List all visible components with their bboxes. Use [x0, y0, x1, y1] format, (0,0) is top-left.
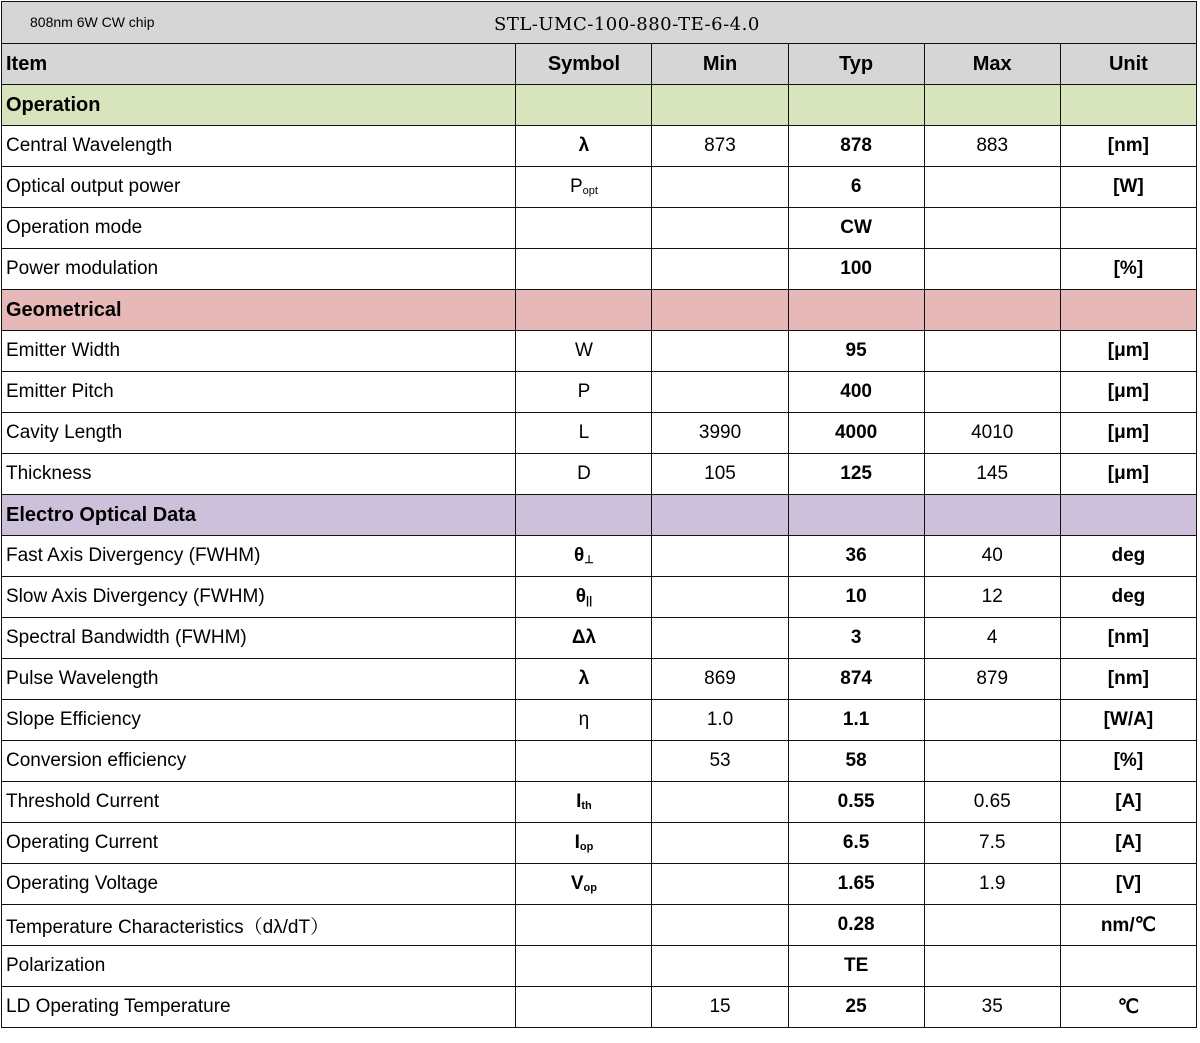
row-unit-value: [nm] — [1060, 659, 1196, 700]
table-row — [2, 946, 1197, 987]
row-typ-value: 0.55 — [788, 782, 924, 823]
row-typ-value: 4000 — [788, 413, 924, 454]
table-row — [2, 905, 1197, 946]
section-title: Operation — [2, 85, 516, 126]
table-row — [2, 659, 1197, 700]
row-unit-value — [1060, 946, 1196, 987]
row-item-label: Polarization — [2, 946, 516, 987]
row-symbol — [516, 864, 652, 905]
row-max-value: 12 — [924, 577, 1060, 618]
row-unit-value: [μm] — [1060, 331, 1196, 372]
specification-table — [1, 1, 1197, 1028]
row-unit-value: [A] — [1060, 782, 1196, 823]
row-item-label: Temperature Characteristics（dλ/dT） — [2, 905, 516, 946]
row-item-label: Cavity Length — [2, 413, 516, 454]
row-typ-value: 6.5 — [788, 823, 924, 864]
row-symbol — [516, 167, 652, 208]
symbol-main: W — [574, 340, 593, 361]
row-item-label: Spectral Bandwidth (FWHM) — [2, 618, 516, 659]
row-max-value: 879 — [924, 659, 1060, 700]
table-row — [2, 741, 1197, 782]
row-min-value — [652, 946, 788, 987]
row-min-value: 15 — [652, 987, 788, 1028]
row-typ-value: 58 — [788, 741, 924, 782]
header-unit: Unit — [1060, 44, 1196, 85]
row-item-label: Operation mode — [2, 208, 516, 249]
row-item-label: Slope Efficiency — [2, 700, 516, 741]
row-max-value — [924, 700, 1060, 741]
row-min-value — [652, 249, 788, 290]
symbol-subscript: op — [579, 841, 594, 853]
row-max-value — [924, 167, 1060, 208]
row-max-value — [924, 372, 1060, 413]
header-max: Max — [924, 44, 1060, 85]
row-typ-value: 1.65 — [788, 864, 924, 905]
symbol-main: V — [570, 873, 584, 894]
row-symbol — [516, 331, 652, 372]
row-unit-value: nm/℃ — [1060, 905, 1196, 946]
row-typ-value: 874 — [788, 659, 924, 700]
row-min-value — [652, 823, 788, 864]
row-max-value: 1.9 — [924, 864, 1060, 905]
symbol-main: L — [578, 422, 590, 443]
row-typ-value: 100 — [788, 249, 924, 290]
row-unit-value: [μm] — [1060, 454, 1196, 495]
header-typ: Typ — [788, 44, 924, 85]
table-row — [2, 167, 1197, 208]
row-unit-value: [μm] — [1060, 372, 1196, 413]
header-min: Min — [652, 44, 788, 85]
table-row — [2, 536, 1197, 577]
chip-description: 808nm 6W CW chip — [30, 14, 155, 30]
row-unit-value: [V] — [1060, 864, 1196, 905]
row-min-value — [652, 167, 788, 208]
symbol-main: θ — [574, 545, 585, 566]
row-symbol — [516, 249, 652, 290]
table-row — [2, 700, 1197, 741]
row-symbol — [516, 372, 652, 413]
row-min-value: 1.0 — [652, 700, 788, 741]
symbol-main: I — [574, 832, 580, 853]
row-unit-value — [1060, 208, 1196, 249]
symbol-main: λ — [578, 135, 590, 156]
row-typ-value: 95 — [788, 331, 924, 372]
symbol-subscript: th — [581, 800, 592, 812]
row-symbol — [516, 782, 652, 823]
row-symbol — [516, 659, 652, 700]
table-row — [2, 331, 1197, 372]
row-symbol — [516, 700, 652, 741]
symbol-main: P — [577, 381, 591, 402]
row-symbol — [516, 987, 652, 1028]
row-item-label: Power modulation — [2, 249, 516, 290]
row-item-label: Emitter Pitch — [2, 372, 516, 413]
row-typ-value: 36 — [788, 536, 924, 577]
row-unit-value: [nm] — [1060, 618, 1196, 659]
row-symbol — [516, 413, 652, 454]
row-max-value: 40 — [924, 536, 1060, 577]
section-electro-optical — [2, 495, 1197, 536]
section-title: Electro Optical Data — [2, 495, 516, 536]
symbol-main: P — [569, 176, 583, 197]
row-max-value: 883 — [924, 126, 1060, 167]
row-max-value — [924, 208, 1060, 249]
row-item-label: Fast Axis Divergency (FWHM) — [2, 536, 516, 577]
header-symbol: Symbol — [516, 44, 652, 85]
row-unit-value: deg — [1060, 577, 1196, 618]
row-unit-value: [nm] — [1060, 126, 1196, 167]
row-symbol — [516, 905, 652, 946]
row-item-label: Pulse Wavelength — [2, 659, 516, 700]
symbol-subscript: opt — [582, 185, 598, 197]
row-symbol — [516, 577, 652, 618]
table-row — [2, 372, 1197, 413]
row-max-value: 7.5 — [924, 823, 1060, 864]
row-typ-value: TE — [788, 946, 924, 987]
section-geometrical — [2, 290, 1197, 331]
header-row — [2, 44, 1197, 85]
row-typ-value: 400 — [788, 372, 924, 413]
row-max-value: 35 — [924, 987, 1060, 1028]
row-min-value — [652, 864, 788, 905]
row-symbol — [516, 741, 652, 782]
row-item-label: Emitter Width — [2, 331, 516, 372]
row-min-value — [652, 577, 788, 618]
symbol-main: D — [577, 463, 591, 484]
row-typ-value: 878 — [788, 126, 924, 167]
part-number: STL-UMC-100-880-TE-6-4.0 — [494, 14, 760, 35]
row-unit-value: [%] — [1060, 249, 1196, 290]
symbol-main: λ — [578, 668, 590, 689]
row-min-value — [652, 372, 788, 413]
symbol-subscript: || — [586, 595, 593, 607]
header-item: Item — [2, 44, 516, 85]
row-typ-value: 3 — [788, 618, 924, 659]
row-max-value: 0.65 — [924, 782, 1060, 823]
row-unit-value: [W/A] — [1060, 700, 1196, 741]
row-min-value: 53 — [652, 741, 788, 782]
row-max-value — [924, 331, 1060, 372]
row-unit-value: [%] — [1060, 741, 1196, 782]
symbol-main: I — [576, 791, 582, 812]
row-min-value — [652, 208, 788, 249]
row-typ-value: 125 — [788, 454, 924, 495]
row-symbol — [516, 946, 652, 987]
row-max-value — [924, 905, 1060, 946]
row-max-value — [924, 741, 1060, 782]
row-typ-value: 10 — [788, 577, 924, 618]
row-item-label: Operating Voltage — [2, 864, 516, 905]
table-row — [2, 413, 1197, 454]
row-symbol — [516, 208, 652, 249]
row-min-value — [652, 536, 788, 577]
table-row — [2, 987, 1197, 1028]
row-min-value — [652, 782, 788, 823]
row-symbol — [516, 536, 652, 577]
row-item-label: Central Wavelength — [2, 126, 516, 167]
row-unit-value: [W] — [1060, 167, 1196, 208]
title-row — [2, 2, 1197, 44]
section-title: Geometrical — [2, 290, 516, 331]
table-row — [2, 249, 1197, 290]
symbol-main: η — [578, 709, 590, 730]
symbol-main: Δλ — [571, 627, 597, 648]
table-row — [2, 823, 1197, 864]
row-unit-value: ℃ — [1060, 987, 1196, 1028]
row-min-value: 869 — [652, 659, 788, 700]
table-row — [2, 577, 1197, 618]
row-unit-value: [A] — [1060, 823, 1196, 864]
row-min-value — [652, 905, 788, 946]
row-item-label: LD Operating Temperature — [2, 987, 516, 1028]
row-min-value: 873 — [652, 126, 788, 167]
title-cell — [2, 2, 1197, 44]
table-row — [2, 618, 1197, 659]
table-row — [2, 208, 1197, 249]
row-item-label: Thickness — [2, 454, 516, 495]
section-operation — [2, 85, 1197, 126]
row-max-value: 4 — [924, 618, 1060, 659]
row-item-label: Operating Current — [2, 823, 516, 864]
row-min-value — [652, 618, 788, 659]
row-typ-value: 1.1 — [788, 700, 924, 741]
row-typ-value: 6 — [788, 167, 924, 208]
row-max-value: 145 — [924, 454, 1060, 495]
row-item-label: Slow Axis Divergency (FWHM) — [2, 577, 516, 618]
row-item-label: Conversion efficiency — [2, 741, 516, 782]
row-typ-value: 25 — [788, 987, 924, 1028]
symbol-main: θ — [575, 586, 586, 607]
symbol-subscript: op — [583, 882, 597, 894]
row-max-value: 4010 — [924, 413, 1060, 454]
row-max-value — [924, 249, 1060, 290]
row-max-value — [924, 946, 1060, 987]
row-symbol — [516, 618, 652, 659]
row-symbol — [516, 126, 652, 167]
row-item-label: Optical output power — [2, 167, 516, 208]
table-row — [2, 782, 1197, 823]
row-min-value: 3990 — [652, 413, 788, 454]
row-typ-value: 0.28 — [788, 905, 924, 946]
row-unit-value: [μm] — [1060, 413, 1196, 454]
symbol-subscript: ⊥ — [584, 554, 594, 566]
table-row — [2, 454, 1197, 495]
row-min-value — [652, 331, 788, 372]
row-min-value: 105 — [652, 454, 788, 495]
row-symbol — [516, 823, 652, 864]
table-row — [2, 864, 1197, 905]
table-row — [2, 126, 1197, 167]
row-typ-value: CW — [788, 208, 924, 249]
row-unit-value: deg — [1060, 536, 1196, 577]
row-symbol — [516, 454, 652, 495]
row-item-label: Threshold Current — [2, 782, 516, 823]
